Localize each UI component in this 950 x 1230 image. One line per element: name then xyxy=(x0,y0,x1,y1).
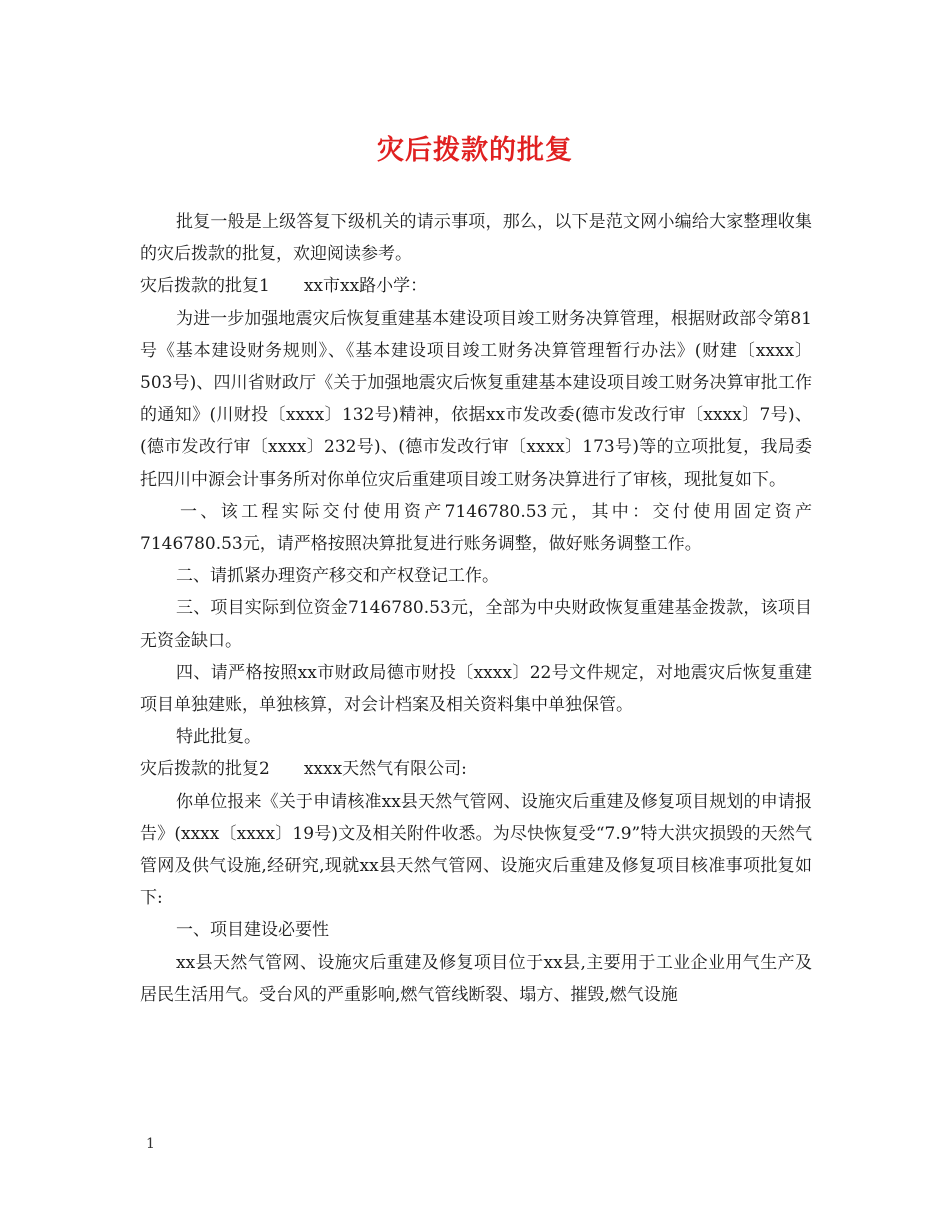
reply-2-addressee: xxxx天然气有限公司: xyxy=(303,759,467,780)
reply-2-section-heading: 一、项目建设必要性 xyxy=(176,920,329,941)
reply-2-paragraph-receipt: 你单位报来《关于申请核准xx县天然气管网、设施灾后重建及修复项目规划的申请报告》(xxxx〔xxxx〕19号)文及相关附件收悉。为尽快恢复受“7.9”特大洪灾损毁的天然气管网及供气设施,经研究,现就xx县天然气管网、设施灾后重建及修复项目核准事项批复如下: xyxy=(140,791,812,909)
reply-2-paragraph-necessity: xx县天然气管网、设施灾后重建及修复项目位于xx县,主要用于工业企业用气生产及居民生活用气。受台风的严重影响,燃气管线断裂、塌方、摧毁,燃气设施 xyxy=(140,952,812,1005)
reply-1-item-2: 二、请抓紧办理资产移交和产权登记工作。 xyxy=(176,566,499,587)
page-number: 1 xyxy=(146,1136,155,1152)
reply-1-label: 灾后拨款的批复1 xyxy=(140,276,270,297)
reply-1-item-4: 四、请严格按照xx市财政局德市财投〔xxxx〕22号文件规定，对地震灾后恢复重建项目单独建账，单独核算，对会计档案及相关资料集中单独保管。 xyxy=(140,662,812,716)
reply-1-item-3: 三、项目实际到位资金7146780.53元，全部为中央财政恢复重建基金拨款，该项目无资金缺口。 xyxy=(140,598,812,651)
reply-2-label: 灾后拨款的批复2 xyxy=(140,759,270,780)
reply-1-item-1: 一、该工程实际交付使用资产7146780.53元，其中：交付使用固定资产7146780.53元，请严格按照决算批复进行账务调整，做好账务调整工作。 xyxy=(140,501,812,555)
intro-paragraph: 批复一般是上级答复下级机关的请示事项，那么，以下是范文网小编给大家整理收集的灾后拨款的批复，欢迎阅读参考。 xyxy=(140,212,812,265)
reply-1-heading xyxy=(140,270,812,302)
reply-1-addressee: xx市xx路小学： xyxy=(303,276,428,297)
document-title: 灾后拨款的批复 xyxy=(377,135,573,166)
reply-1-closing: 特此批复。 xyxy=(176,727,261,748)
reply-1-paragraph-basis: 为进一步加强地震灾后恢复重建基本建设项目竣工财务决算管理，根据财政部令第81号《基本建设财务规则》、《基本建设项目竣工财务决算管理暂行办法》(财建〔xxxx〕503号)、四川省财政厅《关于加强地震灾后恢复重建基本建设项目竣工财务决算审批工作的通知》(川财投〔xxxx〕132号)精神，依据xx市发改委(德市发改行审〔xxxx〕7号)、(德市发改行审〔xxxx〕232号)、(德市发改行审〔xxxx〕173号)等的立项批复，我局委托四川中源会计事务所对你单位灾后重建项目竣工财务决算进行了审核，现批复如下。 xyxy=(140,308,812,490)
reply-2-heading xyxy=(140,753,812,785)
document-body xyxy=(140,206,812,1011)
